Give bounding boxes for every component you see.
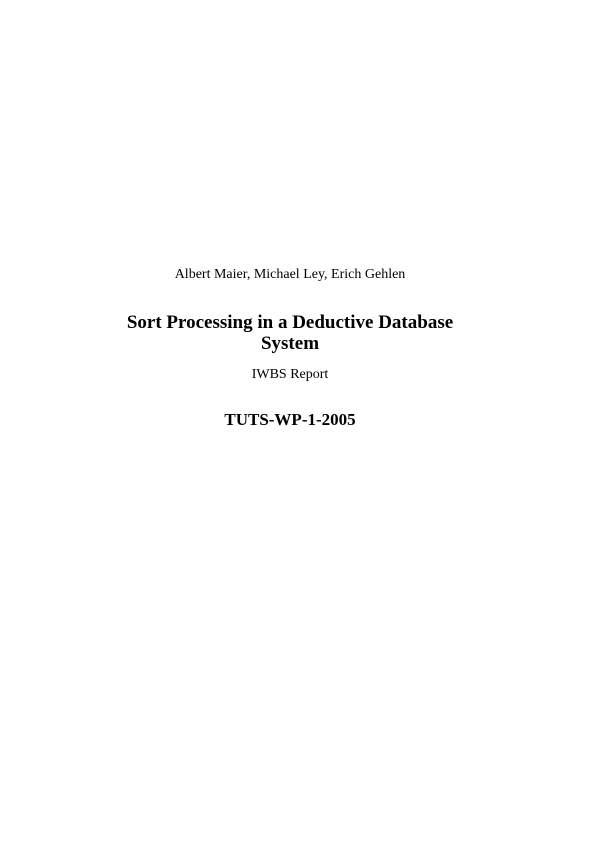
paper-title-line-2: System	[260, 333, 320, 354]
paper-title	[0, 312, 580, 354]
report-type: IWBS Report	[251, 367, 329, 382]
author-list: Albert Maier, Michael Ley, Erich Gehlen	[174, 267, 406, 282]
paper-title-line-1: Sort Processing in a Deductive Database	[126, 312, 454, 333]
report-number: TUTS-WP-1-2005	[224, 410, 356, 429]
